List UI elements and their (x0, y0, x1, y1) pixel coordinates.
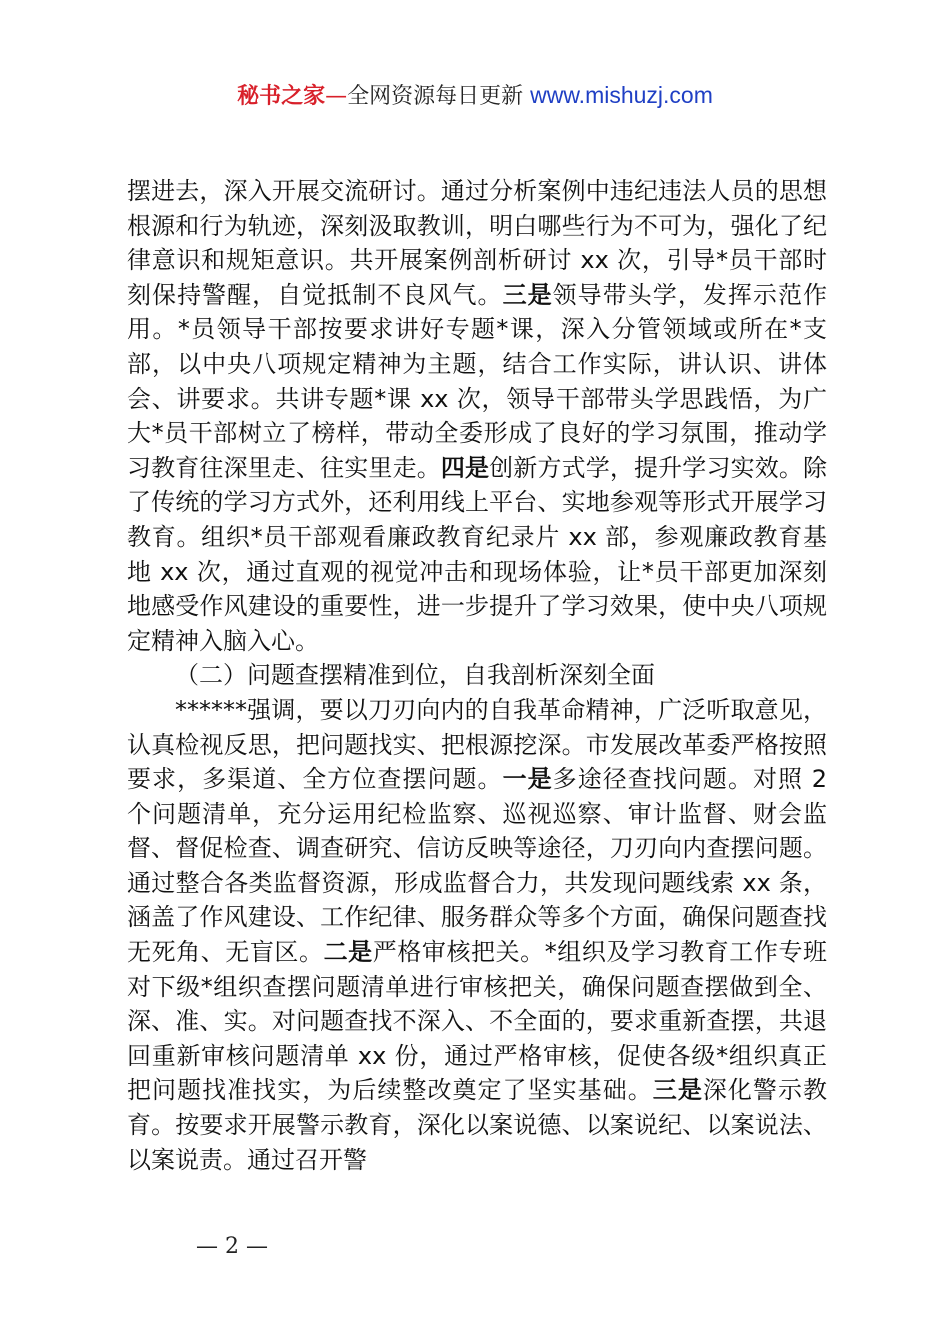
text-segment: 多途径查找问题。对照 2 个问题清单，充分运用纪检监察、巡视巡察、审计监督、财会监督、督促检查、调查研究、信访反映等途径，刀刃向内查摆问题。通过整合各类监督资源，形成监督合力，共发现问题线索 xx 条，涵盖了作风建设、工作纪律、服务群众等多个方面，确保问题查找无死角、无盲区。 (127, 765, 827, 967)
site-slogan: 全网资源每日更新 (347, 84, 524, 109)
text-segment: ******强调，要以刀刃向内的自我革命精神，广泛听取意见，认真检视反思，把问题找实、把根源挖深。市发展改革委严格按照要求，多渠道、全方位查摆问题。 (127, 695, 827, 794)
site-url: www.mishuzj.com (530, 82, 713, 108)
text-segment: 领导带头学，发挥示范作用。*员领导干部按要求讲好专题*课，深入分管领域或所在*支部，以中央八项规定精神为主题，结合工作实际，讲认识、讲体会、讲要求。共讲专题*课 xx 次，领导干部带头学思践悟，为广大*员干部树立了榜样，带动全委形成了良好的学习氛围，推动学习教育往深里走、往实里走。 (127, 280, 828, 482)
site-brand: 秘书之家 (237, 84, 326, 109)
site-header (0, 78, 950, 114)
bold-marker: 三是 (652, 1076, 703, 1105)
bold-marker: 三是 (502, 280, 553, 309)
document-body (127, 174, 827, 1177)
section-heading (127, 658, 827, 693)
paragraph-continuation (127, 174, 827, 658)
header-dash: — (325, 84, 348, 109)
heading-text: （二）问题查摆精准到位，自我剖析深刻全面 (175, 661, 655, 690)
text-segment: 摆进去，深入开展交流研讨。通过分析案例中违纪违法人员的思想根源和行为轨迹，深刻汲取教训，明白哪些行为不可为，强化了纪律意识和规矩意识。共开展案例剖析研讨 xx 次，引导*员干部时刻保持警醒，自觉抵制不良风气。 (127, 177, 827, 309)
page-number: — 2 — (196, 1234, 268, 1259)
text-segment: 深化警示教育。按要求开展警示教育，深化以案说德、以案说纪、以案说法、以案说责。通过召开警 (127, 1076, 828, 1174)
bold-marker: 一是 (502, 765, 553, 794)
bold-marker: 四是 (440, 453, 490, 482)
paragraph-body (127, 693, 827, 1177)
text-segment: 严格审核把关。*组织及学习教育工作专班对下级*组织查摆问题清单进行审核把关，确保问题查摆做到全、深、准、实。对问题查找不深入、不全面的，要求重新查摆，共退回重新审核问题清单 xx 份，通过严格审核，促使各级*组织真正把问题找准找实，为后续整改奠定了坚实基础。 (127, 938, 828, 1105)
bold-marker: 二是 (323, 938, 373, 967)
text-segment: 创新方式学，提升学习实效。除了传统的学习方式外，还利用线上平台、实地参观等形式开展学习教育。组织*员干部观看廉政教育纪录片 xx 部，参观廉政教育基地 xx 次，通过直观的视觉冲击和现场体验，让*员干部更加深刻地感受作风建设的重要性，进一步提升了学习效果，使中央八项规定精神入脑入心。 (127, 453, 828, 655)
